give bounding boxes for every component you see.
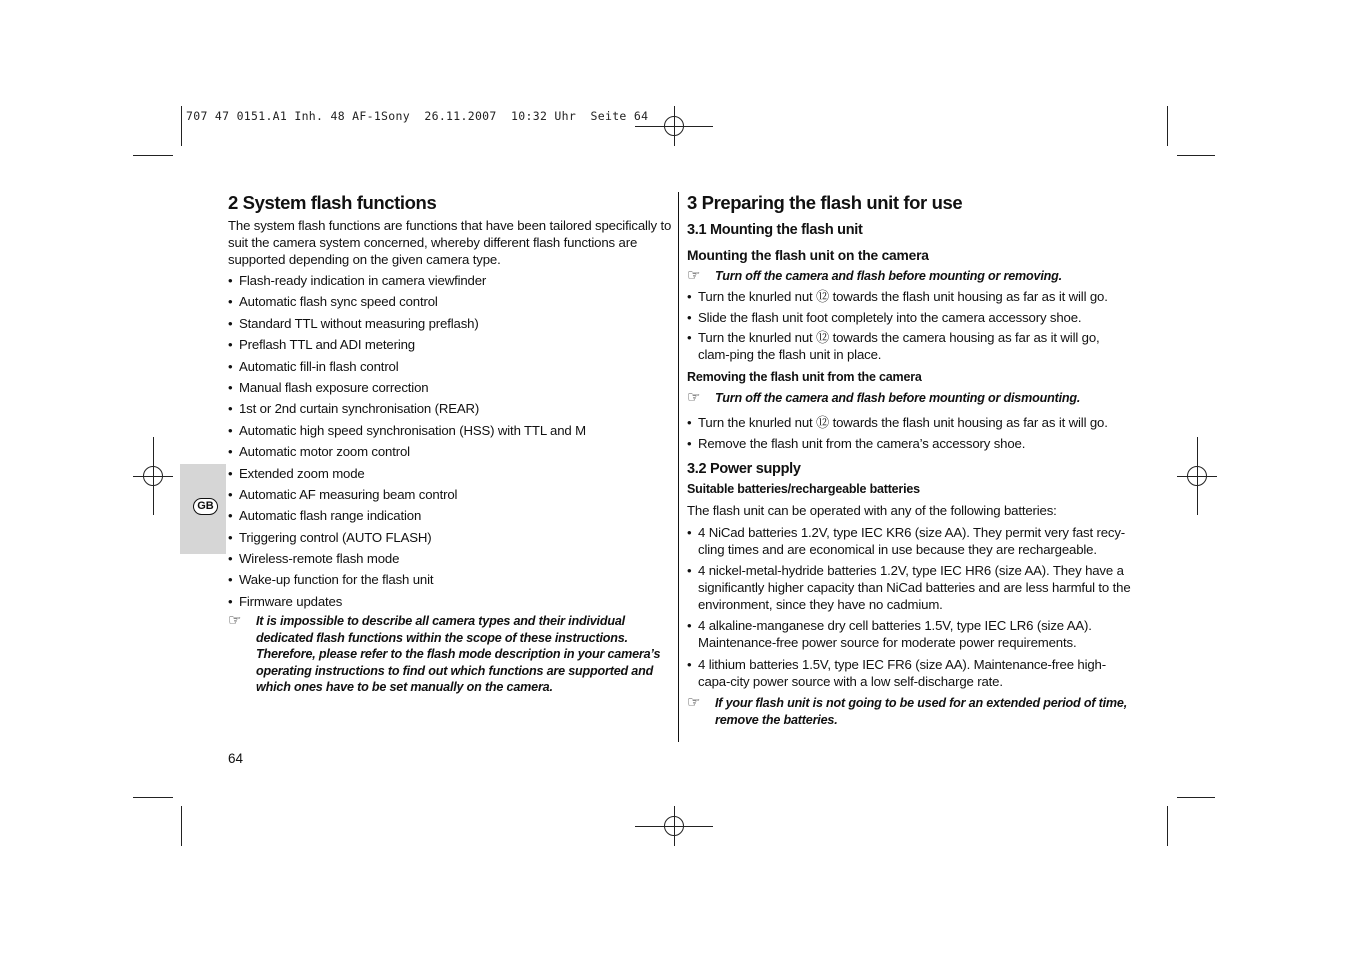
list-item: • Automatic motor zoom control — [228, 443, 674, 460]
list-item: • Flash-ready indication in camera viewfinder — [228, 272, 674, 289]
list-item: • Slide the flash unit foot completely into the camera accessory shoe. — [687, 309, 1132, 326]
note-block — [687, 268, 1132, 285]
list-item: • Preflash TTL and ADI metering — [228, 336, 674, 353]
note-text: Turn off the camera and flash before mounting or removing. — [715, 269, 1062, 283]
crop-mark — [133, 155, 173, 156]
list-item: • Automatic high speed synchronisation (HSS) with TTL and M — [228, 422, 674, 439]
page-number: 64 — [228, 751, 244, 766]
note-text: Turn off the camera and flash before mounting or dismounting. — [715, 391, 1081, 405]
column-divider — [678, 192, 679, 742]
intro-paragraph: The system flash functions are functions that have been tailored specifically to suit the camera system concerned, whereby different flash functions are supported depending on the given camera type. — [228, 218, 672, 267]
crop-mark — [1177, 797, 1215, 798]
list-item: • Turn the knurled nut ⑫ towards the flash unit housing as far as it will go. — [687, 414, 1132, 431]
topic-heading: Removing the flash unit from the camera — [687, 370, 922, 384]
subsection-heading: 3.1 Mounting the flash unit — [687, 222, 863, 238]
pointing-hand-icon: ☞ — [687, 694, 701, 711]
pointing-hand-icon: ☞ — [687, 267, 701, 284]
note-block — [228, 613, 674, 696]
list-item: • Standard TTL without measuring preflash) — [228, 315, 674, 332]
registration-mark-bottom — [635, 806, 713, 846]
list-item: • Wireless-remote flash mode — [228, 550, 674, 567]
print-slug: 707 47 0151.A1 Inh. 48 AF-1Sony 26.11.2007 10:32 Uhr Seite 64 — [186, 109, 649, 123]
crop-mark — [181, 106, 182, 146]
list-item: • Turn the knurled nut ⑫ towards the camera housing as far as it will go, clam-ping the flash unit in place. — [687, 329, 1132, 363]
registration-mark-left — [133, 437, 173, 515]
topic-heading: Suitable batteries/rechargeable batteries — [687, 482, 920, 496]
list-item: • Automatic fill-in flash control — [228, 358, 674, 375]
subsection-heading: 3.2 Power supply — [687, 461, 801, 477]
note-text: It is impossible to describe all camera types and their individual dedicated flash functions within the scope of these instructions. Therefore, please refer to the flash mode description in your camera’s operating instructions to find out which functions are supported and which ones have to be set manually on the camera. — [256, 614, 661, 694]
section-heading: 3 Preparing the flash unit for use — [687, 192, 963, 213]
list-item: • Remove the flash unit from the camera’s accessory shoe. — [687, 435, 1132, 452]
registration-mark-right — [1177, 437, 1217, 515]
list-item: • 4 nickel-metal-hydride batteries 1.2V, type IEC HR6 (size AA). They have a significantly higher capacity than NiCad batteries and are less harmful to the environment, since they have no cadmium. — [687, 562, 1132, 613]
crop-mark — [1177, 155, 1215, 156]
topic-heading: Mounting the flash unit on the camera — [687, 248, 929, 263]
list-item: • 4 alkaline-manganese dry cell batteries 1.5V, type IEC LR6 (size AA). Maintenance-free power source for moderate power requirements. — [687, 617, 1132, 651]
crop-mark — [1167, 806, 1168, 846]
list-item: • Firmware updates — [228, 593, 674, 610]
list-item: • Turn the knurled nut ⑫ towards the flash unit housing as far as it will go. — [687, 288, 1132, 305]
list-item: • 1st or 2nd curtain synchronisation (REAR) — [228, 400, 674, 417]
list-item: • Automatic flash sync speed control — [228, 293, 674, 310]
note-block — [687, 390, 1132, 407]
list-item: • Automatic AF measuring beam control — [228, 486, 674, 503]
pointing-hand-icon: ☞ — [687, 389, 701, 406]
list-item: • Triggering control (AUTO FLASH) — [228, 529, 674, 546]
list-item: • 4 NiCad batteries 1.2V, type IEC KR6 (size AA). They permit very fast recy-cling times and are economical in use because they are rechargeable. — [687, 524, 1132, 558]
list-item: • Extended zoom mode — [228, 465, 674, 482]
section-heading: 2 System flash functions — [228, 192, 437, 213]
list-item: • Manual flash exposure correction — [228, 379, 674, 396]
language-badge: GB — [193, 498, 218, 515]
list-item: • 4 lithium batteries 1.5V, type IEC FR6 (size AA). Maintenance-free high-capa-city power source with a low self-discharge rate. — [687, 656, 1132, 690]
list-item: • Automatic flash range indication — [228, 507, 674, 524]
crop-mark — [1167, 106, 1168, 146]
list-item: • Wake-up function for the flash unit — [228, 571, 674, 588]
crop-mark — [133, 797, 173, 798]
note-block — [687, 695, 1132, 728]
batteries-intro: The flash unit can be operated with any of the following batteries: — [687, 503, 1057, 518]
pointing-hand-icon: ☞ — [228, 612, 242, 629]
note-text: If your flash unit is not going to be used for an extended period of time, remove the batteries. — [715, 696, 1128, 727]
crop-mark — [181, 806, 182, 846]
